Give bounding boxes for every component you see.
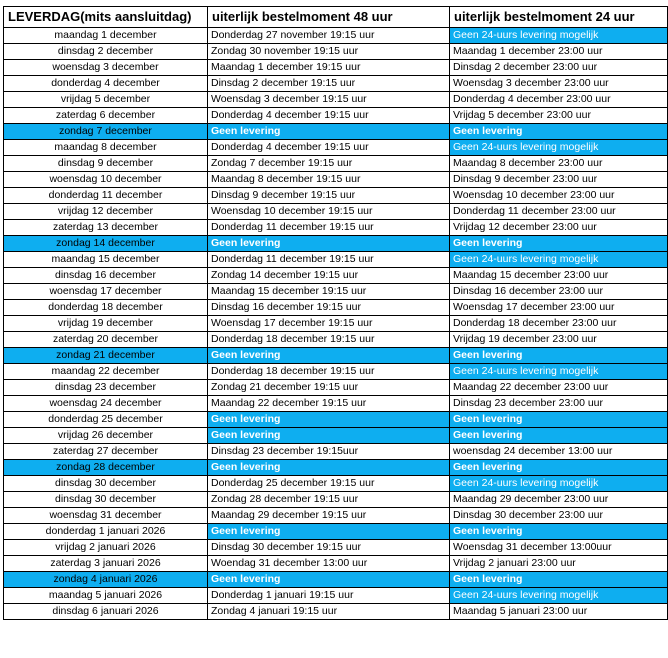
- delivery-day-cell: vrijdag 26 december: [4, 428, 208, 444]
- order-deadline-48h-cell: Maandag 22 december 19:15 uur: [208, 396, 450, 412]
- order-deadline-48h-cell: Zondag 4 januari 19:15 uur: [208, 604, 450, 620]
- table-row: [4, 396, 668, 412]
- delivery-day-cell: dinsdag 30 december: [4, 492, 208, 508]
- order-deadline-48h-cell: Zondag 21 december 19:15 uur: [208, 380, 450, 396]
- table-row: [4, 444, 668, 460]
- delivery-day-cell: zondag 7 december: [4, 124, 208, 140]
- order-deadline-24h-cell: Vrijdag 19 december 23:00 uur: [450, 332, 668, 348]
- order-deadline-48h-cell: Zondag 7 december 19:15 uur: [208, 156, 450, 172]
- table-row: [4, 428, 668, 444]
- delivery-day-cell: maandag 5 januari 2026: [4, 588, 208, 604]
- delivery-day-cell: woensdag 24 december: [4, 396, 208, 412]
- order-deadline-24h-cell: Geen 24-uurs levering mogelijk: [450, 364, 668, 380]
- order-deadline-24h-cell: Geen levering: [450, 412, 668, 428]
- delivery-day-cell: woensdag 10 december: [4, 172, 208, 188]
- order-deadline-24h-cell: Geen 24-uurs levering mogelijk: [450, 140, 668, 156]
- order-deadline-48h-cell: Maandag 29 december 19:15 uur: [208, 508, 450, 524]
- order-deadline-24h-cell: woensdag 24 december 13:00 uur: [450, 444, 668, 460]
- table-row: [4, 460, 668, 476]
- order-deadline-24h-cell: Maandag 29 december 23:00 uur: [450, 492, 668, 508]
- order-deadline-24h-cell: Geen levering: [450, 236, 668, 252]
- table-row: [4, 556, 668, 572]
- order-deadline-48h-cell: Geen levering: [208, 428, 450, 444]
- order-deadline-24h-cell: Dinsdag 9 december 23:00 uur: [450, 172, 668, 188]
- order-deadline-24h-cell: Geen 24-uurs levering mogelijk: [450, 476, 668, 492]
- delivery-day-cell: maandag 15 december: [4, 252, 208, 268]
- order-deadline-24h-cell: Geen 24-uurs levering mogelijk: [450, 28, 668, 44]
- header-delivery-day: LEVERDAG(mits aansluitdag): [4, 7, 208, 28]
- order-deadline-24h-cell: Dinsdag 30 december 23:00 uur: [450, 508, 668, 524]
- header-order-deadline-48h: uiterlijk bestelmoment 48 uur: [208, 7, 450, 28]
- delivery-day-cell: dinsdag 23 december: [4, 380, 208, 396]
- order-deadline-48h-cell: Woensdag 3 december 19:15 uur: [208, 92, 450, 108]
- order-deadline-24h-cell: Vrijdag 12 december 23:00 uur: [450, 220, 668, 236]
- order-deadline-24h-cell: Woensdag 10 december 23:00 uur: [450, 188, 668, 204]
- delivery-day-cell: zaterdag 3 januari 2026: [4, 556, 208, 572]
- delivery-day-cell: zondag 21 december: [4, 348, 208, 364]
- table-row: [4, 348, 668, 364]
- delivery-day-cell: vrijdag 5 december: [4, 92, 208, 108]
- delivery-day-cell: zondag 4 januari 2026: [4, 572, 208, 588]
- table-row: [4, 508, 668, 524]
- table-row: [4, 332, 668, 348]
- delivery-day-cell: zondag 14 december: [4, 236, 208, 252]
- order-deadline-24h-cell: Vrijdag 2 januari 23:00 uur: [450, 556, 668, 572]
- delivery-day-cell: maandag 8 december: [4, 140, 208, 156]
- table-row: [4, 60, 668, 76]
- order-deadline-48h-cell: Dinsdag 23 december 19:15uur: [208, 444, 450, 460]
- table-row: [4, 236, 668, 252]
- table-row: [4, 204, 668, 220]
- delivery-day-cell: zaterdag 27 december: [4, 444, 208, 460]
- order-deadline-48h-cell: Zondag 30 november 19:15 uur: [208, 44, 450, 60]
- delivery-day-cell: vrijdag 2 januari 2026: [4, 540, 208, 556]
- order-deadline-24h-cell: Donderdag 11 december 23:00 uur: [450, 204, 668, 220]
- delivery-day-cell: donderdag 18 december: [4, 300, 208, 316]
- order-deadline-48h-cell: Dinsdag 30 december 19:15 uur: [208, 540, 450, 556]
- order-deadline-48h-cell: Geen levering: [208, 572, 450, 588]
- order-deadline-48h-cell: Maandag 1 december 19:15 uur: [208, 60, 450, 76]
- order-deadline-48h-cell: Woensdag 17 december 19:15 uur: [208, 316, 450, 332]
- order-deadline-48h-cell: Woendag 31 december 13:00 uur: [208, 556, 450, 572]
- header-row: [4, 7, 668, 28]
- delivery-day-cell: zaterdag 6 december: [4, 108, 208, 124]
- order-deadline-24h-cell: Donderdag 4 december 23:00 uur: [450, 92, 668, 108]
- delivery-day-cell: dinsdag 9 december: [4, 156, 208, 172]
- table-row: [4, 604, 668, 620]
- order-deadline-24h-cell: Geen levering: [450, 348, 668, 364]
- order-deadline-48h-cell: Geen levering: [208, 412, 450, 428]
- order-deadline-24h-cell: Woensdag 31 december 13:00uur: [450, 540, 668, 556]
- order-deadline-24h-cell: Dinsdag 2 december 23:00 uur: [450, 60, 668, 76]
- table-row: [4, 284, 668, 300]
- order-deadline-24h-cell: Vrijdag 5 december 23:00 uur: [450, 108, 668, 124]
- order-deadline-24h-cell: Geen levering: [450, 572, 668, 588]
- delivery-day-cell: donderdag 1 januari 2026: [4, 524, 208, 540]
- delivery-day-cell: zaterdag 20 december: [4, 332, 208, 348]
- order-deadline-48h-cell: Zondag 14 december 19:15 uur: [208, 268, 450, 284]
- order-deadline-24h-cell: Geen 24-uurs levering mogelijk: [450, 588, 668, 604]
- order-deadline-24h-cell: Woensdag 3 december 23:00 uur: [450, 76, 668, 92]
- order-deadline-48h-cell: Geen levering: [208, 460, 450, 476]
- table-header: [4, 7, 668, 28]
- order-deadline-48h-cell: Donderdag 1 januari 19:15 uur: [208, 588, 450, 604]
- order-deadline-48h-cell: Maandag 15 december 19:15 uur: [208, 284, 450, 300]
- order-deadline-24h-cell: Maandag 15 december 23:00 uur: [450, 268, 668, 284]
- order-deadline-48h-cell: Dinsdag 2 december 19:15 uur: [208, 76, 450, 92]
- delivery-day-cell: dinsdag 2 december: [4, 44, 208, 60]
- table-row: [4, 108, 668, 124]
- delivery-day-cell: woensdag 31 december: [4, 508, 208, 524]
- order-deadline-24h-cell: Geen levering: [450, 460, 668, 476]
- delivery-day-cell: maandag 22 december: [4, 364, 208, 380]
- table-row: [4, 412, 668, 428]
- table-row: [4, 140, 668, 156]
- delivery-schedule-table: [3, 6, 668, 620]
- delivery-day-cell: maandag 1 december: [4, 28, 208, 44]
- table-row: [4, 268, 668, 284]
- order-deadline-48h-cell: Dinsdag 16 december 19:15 uur: [208, 300, 450, 316]
- delivery-day-cell: dinsdag 6 januari 2026: [4, 604, 208, 620]
- order-deadline-24h-cell: Dinsdag 16 december 23:00 uur: [450, 284, 668, 300]
- delivery-day-cell: donderdag 4 december: [4, 76, 208, 92]
- table-row: [4, 588, 668, 604]
- order-deadline-48h-cell: Donderdag 27 november 19:15 uur: [208, 28, 450, 44]
- order-deadline-24h-cell: Maandag 8 december 23:00 uur: [450, 156, 668, 172]
- order-deadline-24h-cell: Geen levering: [450, 124, 668, 140]
- order-deadline-48h-cell: Zondag 28 december 19:15 uur: [208, 492, 450, 508]
- delivery-day-cell: woensdag 17 december: [4, 284, 208, 300]
- table-row: [4, 156, 668, 172]
- order-deadline-24h-cell: Maandag 1 december 23:00 uur: [450, 44, 668, 60]
- order-deadline-48h-cell: Donderdag 11 december 19:15 uur: [208, 252, 450, 268]
- table-row: [4, 92, 668, 108]
- table-row: [4, 380, 668, 396]
- order-deadline-48h-cell: Maandag 8 december 19:15 uur: [208, 172, 450, 188]
- table-row: [4, 28, 668, 44]
- order-deadline-48h-cell: Donderdag 25 december 19:15 uur: [208, 476, 450, 492]
- delivery-day-cell: dinsdag 30 december: [4, 476, 208, 492]
- order-deadline-24h-cell: Geen levering: [450, 524, 668, 540]
- order-deadline-48h-cell: Geen levering: [208, 236, 450, 252]
- delivery-day-cell: dinsdag 16 december: [4, 268, 208, 284]
- delivery-day-cell: vrijdag 19 december: [4, 316, 208, 332]
- delivery-day-cell: zaterdag 13 december: [4, 220, 208, 236]
- order-deadline-48h-cell: Geen levering: [208, 524, 450, 540]
- table-row: [4, 476, 668, 492]
- order-deadline-48h-cell: Donderdag 4 december 19:15 uur: [208, 140, 450, 156]
- order-deadline-24h-cell: Maandag 5 januari 23:00 uur: [450, 604, 668, 620]
- order-deadline-48h-cell: Dinsdag 9 december 19:15 uur: [208, 188, 450, 204]
- table-row: [4, 124, 668, 140]
- order-deadline-48h-cell: Woensdag 10 december 19:15 uur: [208, 204, 450, 220]
- order-deadline-24h-cell: Dinsdag 23 december 23:00 uur: [450, 396, 668, 412]
- order-deadline-24h-cell: Geen levering: [450, 428, 668, 444]
- table-row: [4, 44, 668, 60]
- table-body: [4, 28, 668, 620]
- order-deadline-48h-cell: Donderdag 18 december 19:15 uur: [208, 332, 450, 348]
- order-deadline-24h-cell: Geen 24-uurs levering mogelijk: [450, 252, 668, 268]
- table-row: [4, 300, 668, 316]
- table-row: [4, 252, 668, 268]
- table-row: [4, 364, 668, 380]
- delivery-day-cell: donderdag 25 december: [4, 412, 208, 428]
- table-row: [4, 188, 668, 204]
- table-row: [4, 540, 668, 556]
- order-deadline-48h-cell: Geen levering: [208, 124, 450, 140]
- table-row: [4, 492, 668, 508]
- table-row: [4, 220, 668, 236]
- order-deadline-24h-cell: Woensdag 17 december 23:00 uur: [450, 300, 668, 316]
- table-row: [4, 76, 668, 92]
- order-deadline-48h-cell: Donderdag 4 december 19:15 uur: [208, 108, 450, 124]
- table-row: [4, 524, 668, 540]
- delivery-day-cell: zondag 28 december: [4, 460, 208, 476]
- table-row: [4, 172, 668, 188]
- table-row: [4, 572, 668, 588]
- order-deadline-24h-cell: Donderdag 18 december 23:00 uur: [450, 316, 668, 332]
- order-deadline-48h-cell: Geen levering: [208, 348, 450, 364]
- delivery-day-cell: woensdag 3 december: [4, 60, 208, 76]
- delivery-day-cell: vrijdag 12 december: [4, 204, 208, 220]
- table-row: [4, 316, 668, 332]
- header-order-deadline-24h: uiterlijk bestelmoment 24 uur: [450, 7, 668, 28]
- order-deadline-48h-cell: Donderdag 18 december 19:15 uur: [208, 364, 450, 380]
- order-deadline-48h-cell: Donderdag 11 december 19:15 uur: [208, 220, 450, 236]
- order-deadline-24h-cell: Maandag 22 december 23:00 uur: [450, 380, 668, 396]
- delivery-day-cell: donderdag 11 december: [4, 188, 208, 204]
